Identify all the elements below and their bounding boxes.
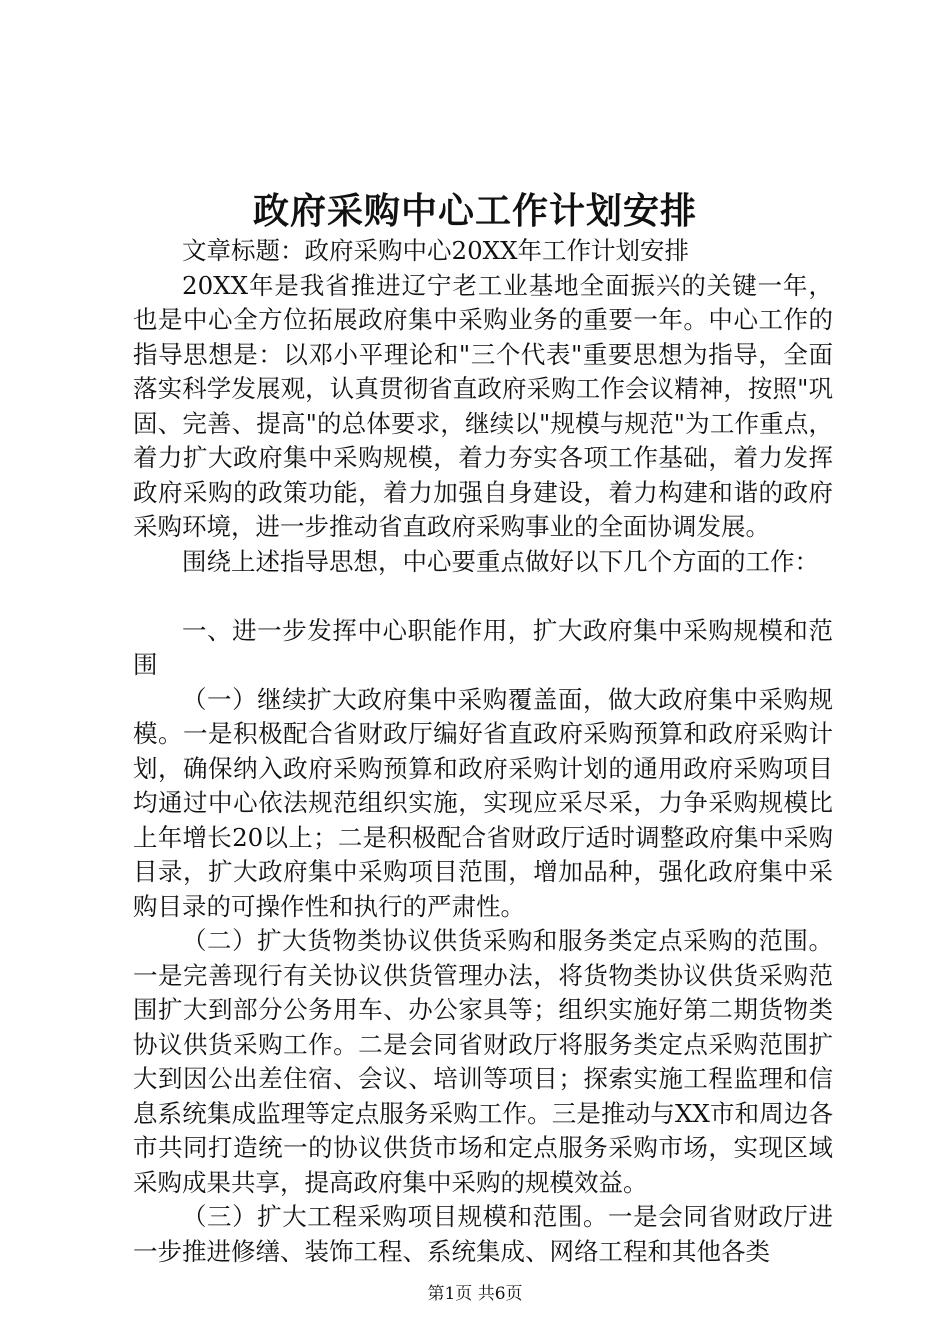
article-title-line: 文章标题：政府采购中心20XX年工作计划安排	[182, 236, 690, 265]
subsection-1-paragraph: （一）继续扩大政府集中采购覆盖面，做大政府集中采购规模。一是积极配合省财政厅编好省直政府采购预算和政府采购计划，确保纳入政府采购预算和政府采购计划的通用政府采购项目均通过中心依法规范组织实施，实现应采尽采，力争采购规模比上年增长20以上；二是积极配合省财政厅适时调整政府集中采购目录，扩大政府集中采购项目范围，增加品种，强化政府集中采购目录的可操作性和执行的严肃性。	[133, 684, 833, 921]
section-heading-1: 一、进一步发挥中心职能作用，扩大政府集中采购规模和范围	[133, 615, 833, 679]
document-body	[133, 234, 833, 1269]
focus-paragraph: 围绕上述指导思想，中心要重点做好以下几个方面的工作：	[182, 546, 819, 576]
intro-paragraph: 20XX年是我省推进辽宁老工业基地全面振兴的关键一年，也是中心全方位拓展政府集中采购业务的重要一年。中心工作的指导思想是：以邓小平理论和"三个代表"重要思想为指导，全面落实科学发展观，认真贯彻省直政府采购工作会议精神，按照"巩固、完善、提高"的总体要求，继续以"规模与规范"为工作重点，着力扩大政府集中采购规模，着力夯实各项工作基础，着力发挥政府采购的政策功能，着力加强自身建设，着力构建和谐的政府采购环境，进一步推动省直政府采购事业的全面协调发展。	[133, 270, 833, 541]
page-footer: 第1页 共6页	[427, 1284, 523, 1304]
document-title: 政府采购中心工作计划安排	[252, 190, 697, 232]
subsection-3-paragraph: （三）扩大工程采购项目规模和范围。一是会同省财政厅进一步推进修缮、装饰工程、系统集成、网络工程和其他各类	[133, 1202, 833, 1266]
subsection-2-paragraph: （二）扩大货物类协议供货采购和服务类定点采购的范围。一是完善现行有关协议供货管理办法，将货物类协议供货采购范围扩大到部分公务用车、办公家具等；组织实施好第二期货物类协议供货采购工作。二是会同省财政厅将服务类定点采购范围扩大到因公出差住宿、会议、培训等项目；探索实施工程监理和信息系统集成监理等定点服务采购工作。三是推动与XX市和周边各市共同打造统一的协议供货市场和定点服务采购市场，实现区域采购成果共享，提高政府集中采购的规模效益。	[133, 926, 833, 1197]
